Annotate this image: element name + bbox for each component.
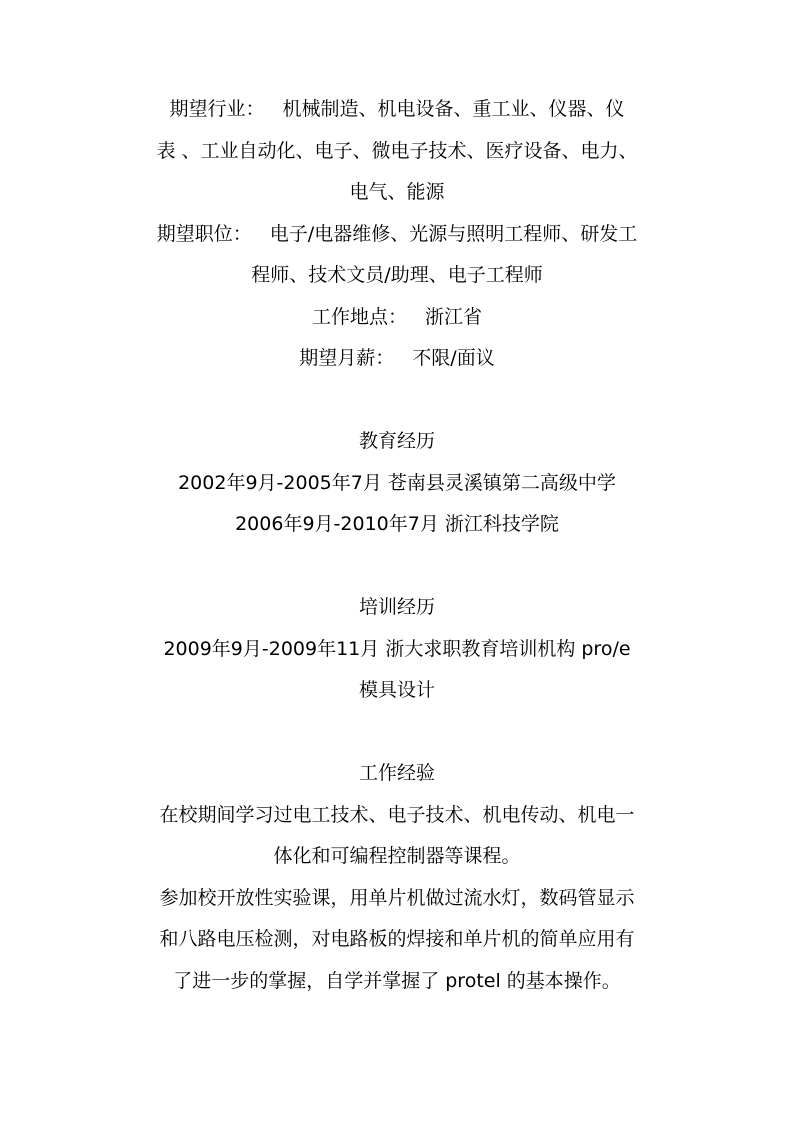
salary-value: 不限/面议 [412, 347, 495, 369]
position-line-2: 程师、技术文员/助理、电子工程师 [251, 264, 543, 286]
industry-value-1: 机械制造、机电设备、重工业、仪器、仪 [282, 98, 625, 120]
education-school: 苍南县灵溪镇第二高级中学 [387, 471, 616, 494]
industry-line-2: 表 、工业自动化、电子、微电子技术、医疗设备、电力、 [156, 139, 638, 162]
location-line [120, 297, 674, 339]
location-value: 浙江省 [425, 305, 483, 328]
education-period: 2006年9月-2010年7月 [235, 513, 439, 535]
salary-label: 期望月薪： [299, 347, 395, 369]
industry-line-1 [120, 89, 674, 131]
resume-content [120, 89, 674, 1002]
education-entry [120, 463, 674, 505]
position-label: 期望职位： [156, 222, 252, 245]
training-entry-line-2: 模具设计 [358, 679, 435, 701]
spacer [120, 380, 674, 422]
work-line: 在校期间学习过电工技术、电子技术、机电传动、机电一 [159, 803, 635, 826]
industry-line-3: 电气、能源 [349, 181, 445, 203]
spacer [120, 546, 674, 588]
position-value-1: 电子/电器维修、光源与照明工程师、研发工 [269, 222, 638, 245]
spacer [120, 712, 674, 754]
education-school: 浙江科技学院 [444, 513, 559, 535]
training-text: 浙大求职教育培训机构 pro/e [385, 637, 631, 660]
location-label: 工作地点： [311, 305, 407, 328]
education-period: 2002年9月-2005年7月 [178, 471, 382, 494]
education-heading: 教育经历 [358, 430, 435, 452]
position-line-1 [120, 214, 674, 256]
work-line: 了进一步的掌握，自学并掌握了 protel 的基本操作。 [173, 969, 621, 992]
training-period: 2009年9月-2009年11月 [163, 637, 380, 660]
work-line: 体化和可编程控制器等课程。 [273, 845, 521, 867]
education-entry [120, 504, 674, 546]
training-heading: 培训经历 [358, 596, 435, 618]
work-heading: 工作经验 [358, 762, 435, 784]
work-line: 参加校开放性实验课，用单片机做过流水灯，数码管显示 [159, 886, 635, 909]
salary-line [120, 338, 674, 380]
industry-label: 期望行业： [169, 98, 265, 120]
training-entry-line-1 [120, 629, 674, 671]
work-line: 和八路电压检测，对电路板的焊接和单片机的简单应用有 [159, 928, 635, 950]
